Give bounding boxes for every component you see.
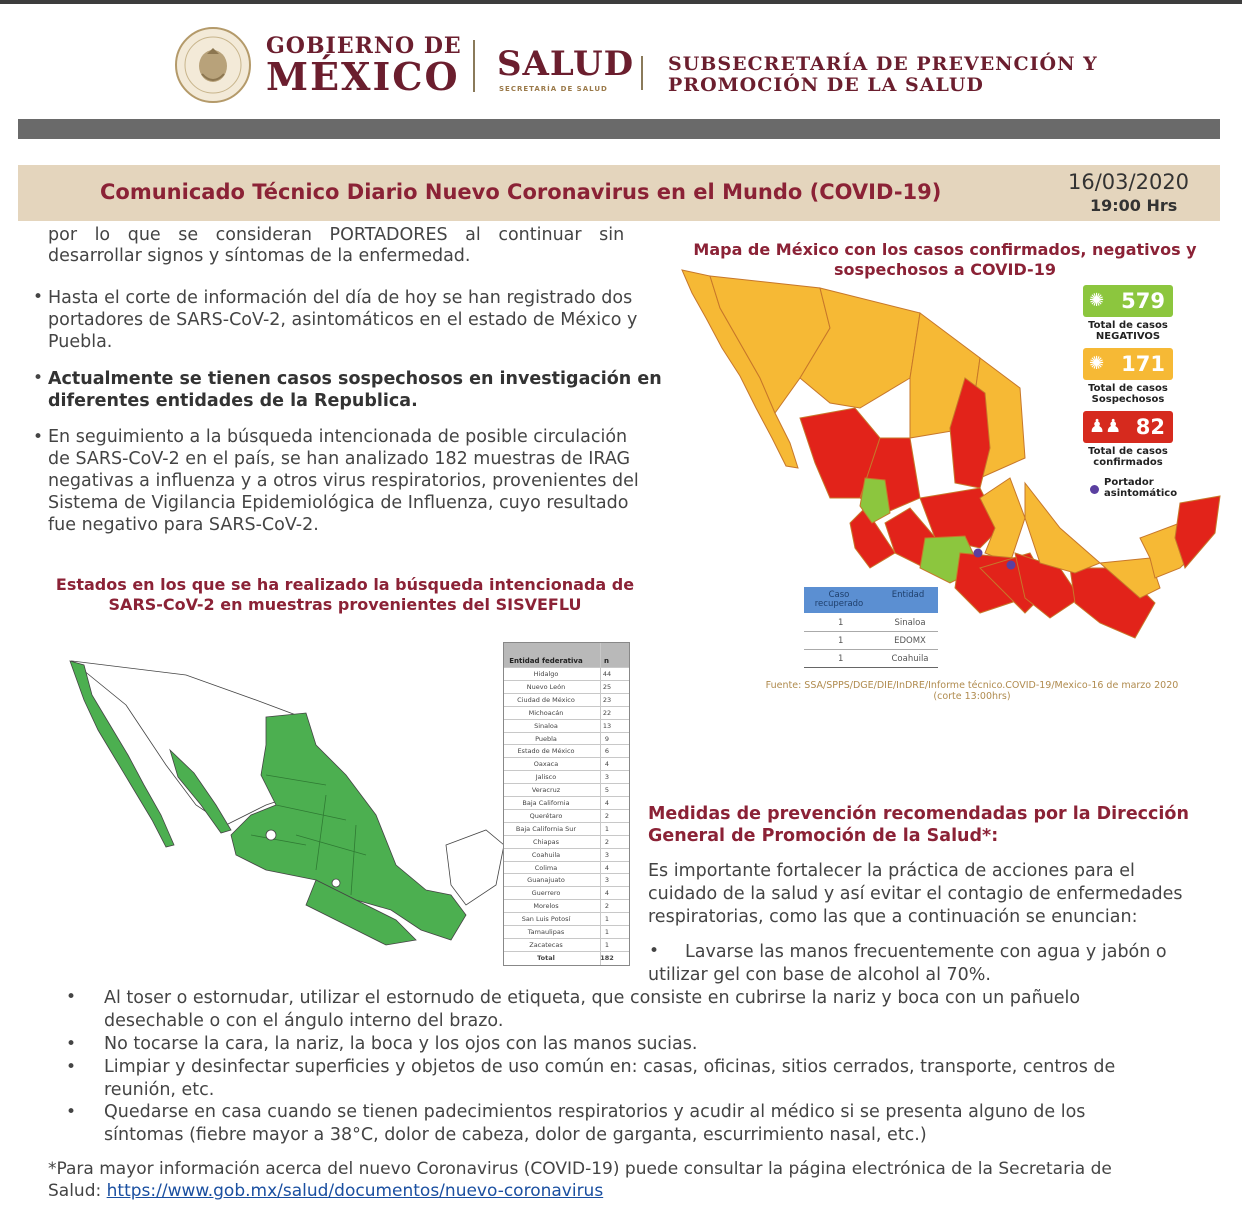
bullet-dot: • <box>33 427 44 447</box>
para0-line1: por lo que se consideran PORTADORES al continuar sin <box>48 225 625 245</box>
sisveflu-table-row <box>504 938 629 951</box>
sisveflu-n-cell: 3 <box>604 876 610 885</box>
subsecretaria-title <box>668 54 1098 96</box>
map-source-line1: Fuente: SSA/SPPS/DGE/DIE/InDRE/Informe técnico.COVID-19/Mexico-16 de marzo 2020 <box>765 680 1179 691</box>
sisveflu-table-row <box>504 770 629 783</box>
medidas-b2-line2: desechable o con el ángulo interno del brazo. <box>104 1011 504 1031</box>
sisveflu-entidad-cell: Baja California <box>522 799 570 807</box>
nuevo-coronavirus-link[interactable]: https://www.gob.mx/salud/documentos/nuevo-coronavirus <box>106 1181 604 1201</box>
people-icon: ♟♟ <box>1089 416 1122 437</box>
sisveflu-title <box>40 575 650 615</box>
footnote-line1: *Para mayor información acerca del nuevo Coronavirus (COVID-19) puede consultar la página electrónica de la Secretaria de <box>48 1159 1112 1179</box>
map-title-line1: Mapa de México con los casos confirmados, negativos y <box>693 240 1197 259</box>
sisveflu-n-cell: 4 <box>604 799 610 807</box>
bullet-dot: • <box>66 1102 77 1122</box>
sisveflu-n-cell: 182 <box>600 953 614 962</box>
sisveflu-entidad-cell: Zacatecas <box>529 940 563 949</box>
sisveflu-n-cell: 6 <box>604 747 610 756</box>
subsec-line2: PROMOCIÓN DE LA SALUD <box>668 74 984 96</box>
bullet-dot: • <box>66 987 77 1007</box>
sisveflu-n-cell: 4 <box>604 863 610 872</box>
sisveflu-n-cell: 5 <box>604 786 610 795</box>
sisveflu-entidad-cell: Guerrero <box>531 889 561 898</box>
gob-line2: MÉXICO <box>266 54 460 99</box>
medidas-b3-line1: No tocarse la cara, la nariz, la boca y los ojos con las manos sucias. <box>104 1034 698 1054</box>
sisveflu-entidad-cell: Puebla <box>535 734 557 743</box>
sisveflu-n-cell: 1 <box>604 915 610 924</box>
sisveflu-entidad-cell: Michoacán <box>528 708 564 717</box>
negativos-cap-line1: Total de casos <box>1088 320 1168 331</box>
recovered-row-divider <box>804 631 938 632</box>
sisveflu-entidad-cell: Coahuila <box>531 850 561 859</box>
sisveflu-table-row <box>504 719 629 732</box>
bullet-dot: • <box>33 368 44 388</box>
sisveflu-table-row <box>504 951 629 964</box>
recovered-col-caso <box>814 591 864 609</box>
sisveflu-n-cell: 22 <box>602 708 612 717</box>
sisveflu-entidad-cell: Baja California Sur <box>515 824 577 833</box>
sisveflu-table-row <box>504 886 629 899</box>
para0-line2: desarrollar signos y síntomas de la enfermedad. <box>48 246 471 266</box>
sisveflu-n-cell: 13 <box>602 721 612 730</box>
medidas-intro-line3: respiratorias, como las que a continuación se enuncian: <box>648 907 1138 927</box>
recovered-col-entidad: Entidad <box>891 590 925 600</box>
sisveflu-n-cell: 4 <box>604 889 610 898</box>
bullet3-line4: Sistema de Vigilancia Epidemiológica de Influenza, cuyo resultado <box>48 493 629 513</box>
sisveflu-entidad-cell: Total <box>537 953 555 962</box>
sisveflu-table-row <box>504 899 629 912</box>
sisveflu-entidad-cell: Jalisco <box>535 773 557 782</box>
sisveflu-table-row <box>504 796 629 809</box>
sisveflu-entidad-cell: Sinaloa <box>534 721 558 730</box>
sisveflu-title-line1: Estados en los que se ha realizado la búsqueda intencionada de <box>55 575 635 594</box>
recovered-caso: 1 <box>838 636 844 646</box>
sisveflu-n-cell: 25 <box>602 682 612 691</box>
confirmados-badge <box>1083 411 1173 443</box>
document-title: Comunicado Técnico Diario Nuevo Coronavirus en el Mundo (COVID-19) <box>100 180 942 204</box>
bullet3-line2: de SARS-CoV-2 en el país, se han analizado 182 muestras de IRAG <box>48 449 631 469</box>
map-title-line2: sospechosos a COVID-19 <box>834 260 1056 279</box>
sisveflu-table <box>503 642 630 966</box>
sisveflu-n-cell: 2 <box>604 837 610 846</box>
sisveflu-map <box>66 655 506 960</box>
portador-line1: Portador <box>1104 477 1154 488</box>
report-date: 16/03/2020 <box>1068 170 1190 194</box>
portador-dot-icon <box>1090 485 1099 494</box>
sisveflu-n-cell: 2 <box>604 811 610 820</box>
header-grey-bar <box>18 119 1220 139</box>
bullet-dot: • <box>33 287 44 307</box>
confirmados-caption <box>1078 446 1178 468</box>
confirmados-count: 82 <box>1135 415 1165 439</box>
medidas-b1-line1: Lavarse las manos frecuentemente con agua y jabón o <box>685 942 1167 962</box>
sisveflu-table-row <box>504 848 629 861</box>
medidas-intro-line2: cuidado de la salud y así evitar el contagio de enfermedades <box>648 884 1183 904</box>
medidas-b4-line2: reunión, etc. <box>104 1080 215 1100</box>
confirmados-cap-line2: confirmados <box>1093 457 1163 468</box>
medidas-b5-line2: síntomas (fiebre mayor a 38°C, dolor de cabeza, dolor de garganta, escurrimiento nasal, etc.) <box>104 1125 927 1145</box>
footnote <box>48 1158 1208 1202</box>
sisveflu-n-cell: 9 <box>604 734 610 743</box>
sisveflu-n-cell: 3 <box>604 773 610 782</box>
medidas-b1-line2: utilizar gel con base de alcohol al 70%. <box>648 965 991 985</box>
recovered-caso: 1 <box>838 618 844 628</box>
salud-wordmark: SALUD <box>497 44 635 84</box>
sisveflu-entidad-cell: Chiapas <box>533 837 559 846</box>
recovered-caso: 1 <box>838 654 844 664</box>
sisveflu-title-line2: SARS-CoV-2 en muestras provenientes del SISVEFLU <box>108 595 582 614</box>
sisveflu-table-row <box>504 706 629 719</box>
header-divider <box>473 40 475 92</box>
sisveflu-n-cell: 1 <box>604 940 610 949</box>
sisveflu-entidad-cell: Tamaulipas <box>527 928 565 936</box>
sisveflu-n-cell: 3 <box>604 850 610 859</box>
sisveflu-entidad-cell: Guanajuato <box>527 876 565 885</box>
recovered-entidad: Sinaloa <box>894 618 926 628</box>
sisveflu-table-row <box>504 873 629 886</box>
sisveflu-table-row <box>504 667 629 680</box>
footnote-line2 <box>48 1180 1208 1202</box>
medidas-b4-line1: Limpiar y desinfectar superficies y objetos de uso común en: casas, oficinas, sitios cerrados, transporte, centros de <box>104 1057 1116 1077</box>
sisveflu-table-row <box>504 925 629 938</box>
sisveflu-table-row <box>504 822 629 835</box>
sisveflu-entidad-cell: San Luis Potosí <box>521 915 571 924</box>
bullet-dot: • <box>66 1057 77 1077</box>
map-source-line2: (corte 13:00hrs) <box>933 691 1011 702</box>
recovered-table-bottom <box>804 667 938 668</box>
sisveflu-entidad-cell: Nuevo León <box>526 682 566 691</box>
bullet1-line3: Puebla. <box>48 332 113 352</box>
negativos-caption <box>1078 320 1178 342</box>
virus-icon: ✺ <box>1089 353 1105 374</box>
medidas-b5-line1: Quedarse en casa cuando se tienen padecimientos respiratorios y acudir al médico si se presenta alguno de los <box>104 1102 1086 1122</box>
sisveflu-table-row <box>504 693 629 706</box>
sospechosos-count: 171 <box>1121 352 1165 376</box>
sisveflu-entidad-cell: Oaxaca <box>533 760 559 769</box>
sisveflu-table-row <box>504 732 629 745</box>
coat-of-arms-seal <box>172 26 254 104</box>
sisveflu-table-row <box>504 809 629 822</box>
sospechosos-badge <box>1083 348 1173 380</box>
sisveflu-entidad-cell: Colima <box>534 863 558 872</box>
confirmados-cap-line1: Total de casos <box>1088 446 1168 457</box>
negativos-count: 579 <box>1121 289 1165 313</box>
medidas-head-line2: General de Promoción de la Salud*: <box>648 826 999 846</box>
bullet1-line1: Hasta el corte de información del día de hoy se han registrado dos <box>48 288 633 308</box>
sisveflu-n-cell: 44 <box>602 670 612 678</box>
bullet2-line1: Actualmente se tienen casos sospechosos en investigación en <box>48 369 662 389</box>
sisveflu-table-row <box>504 744 629 757</box>
sisveflu-entidad-cell: Veracruz <box>531 786 561 795</box>
gobierno-de-mexico-wordmark <box>266 33 462 99</box>
sisveflu-entidad-cell: Estado de México <box>517 747 575 756</box>
sospechosos-cap-line1: Total de casos <box>1088 383 1168 394</box>
sisveflu-table-row <box>504 757 629 770</box>
salud-subtitle: SECRETARÍA DE SALUD <box>499 85 608 93</box>
sisveflu-entidad-cell: Morelos <box>533 902 559 911</box>
sisveflu-col-n: n <box>604 657 609 665</box>
sisveflu-n-cell: 2 <box>604 902 610 911</box>
recovered-entidad: EDOMX <box>894 636 926 646</box>
sisveflu-table-row <box>504 783 629 796</box>
bullet-dot: • <box>66 1034 77 1054</box>
virus-icon: ✺ <box>1089 290 1105 311</box>
sisveflu-table-row <box>504 680 629 693</box>
bullet2-line2: diferentes entidades de la Republica. <box>48 391 418 411</box>
sisveflu-entidad-cell: Querétaro <box>529 811 563 820</box>
sisveflu-table-row <box>504 861 629 874</box>
bullet1-line2: portadores de SARS-CoV-2, asintomáticos en el estado de México y <box>48 310 638 330</box>
bullet3-line1: En seguimiento a la búsqueda intencionada de posible circulación <box>48 427 628 447</box>
bullet-dot: • <box>649 941 660 961</box>
recovered-col-caso-l2: recuperado <box>814 599 864 609</box>
sisveflu-n-cell: 1 <box>604 928 610 936</box>
sisveflu-entidad-cell: Ciudad de México <box>517 695 575 704</box>
recovered-col-caso-l1: Caso <box>828 590 850 600</box>
medidas-head-line1: Medidas de prevención recomendadas por la Dirección <box>648 804 1189 824</box>
map-source <box>752 680 1192 702</box>
portador-caption <box>1104 477 1184 499</box>
bullet3-line3: negativas a influenza y a otros virus respiratorios, provenientes del <box>48 471 639 491</box>
subsec-line1: SUBSECRETARÍA DE PREVENCIÓN Y <box>668 53 1098 75</box>
negativos-badge <box>1083 285 1173 317</box>
medidas-b2-line1: Al toser o estornudar, utilizar el estornudo de etiqueta, que consiste en cubrirse la nariz y boca con un pañuelo <box>104 988 1081 1008</box>
recovered-entidad: Coahuila <box>891 654 929 664</box>
gob-line1: GOBIERNO DE <box>266 33 462 59</box>
sisveflu-col-entidad: Entidad federativa <box>509 657 583 665</box>
sisveflu-entidad-cell: Hidalgo <box>533 670 559 678</box>
sisveflu-n-cell: 1 <box>604 824 610 833</box>
portador-line2: asintomático <box>1104 488 1178 499</box>
sisveflu-table-row <box>504 835 629 848</box>
top-border <box>0 0 1242 4</box>
medidas-intro-line1: Es importante fortalecer la práctica de acciones para el <box>648 861 1135 881</box>
sospechosos-caption <box>1078 383 1178 405</box>
header-divider-2 <box>641 56 643 90</box>
sisveflu-table-row <box>504 912 629 925</box>
report-time: 19:00 Hrs <box>1090 196 1178 215</box>
footnote-prefix: Salud: <box>48 1181 107 1201</box>
recovered-row-divider <box>804 649 938 650</box>
sospechosos-cap-line2: Sospechosos <box>1091 394 1165 405</box>
sisveflu-n-cell: 23 <box>602 695 612 704</box>
sisveflu-n-cell: 4 <box>604 760 610 769</box>
negativos-cap-line2: NEGATIVOS <box>1095 331 1161 342</box>
bullet3-line5: fue negativo para SARS-CoV-2. <box>48 515 319 535</box>
